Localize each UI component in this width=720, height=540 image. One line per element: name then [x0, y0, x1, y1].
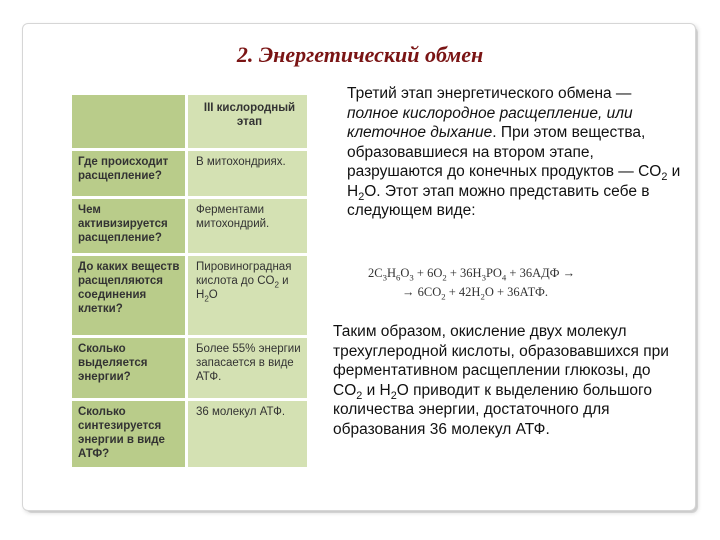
table-question: Сколько выделяется энергии?	[72, 338, 185, 398]
table-answer	[185, 256, 307, 335]
paragraph-conclusion	[333, 322, 673, 439]
subscript: 2	[274, 280, 279, 290]
table-row	[72, 401, 307, 467]
subscript: 2	[661, 171, 668, 184]
answer-text: Пировиноградная кислота до CO	[196, 261, 292, 287]
table-answer: Ферментами митохондрий.	[185, 199, 307, 253]
table-header-stage: III кислородный этап	[185, 95, 307, 148]
table-question: Сколько синтезируется энергии в виде АТФ?	[72, 401, 185, 467]
text-run: Третий этап энергетического обмена —	[347, 85, 632, 102]
emphasis-text: полное кислородное расщепление, или клеточное дыхание	[347, 104, 633, 141]
equation-line-1: $2C_3H_6O_3 + 6O_2 + 36H_3PO_4 + 36АДФ$ →	[368, 266, 576, 283]
table-row	[72, 338, 307, 398]
table-header-empty	[72, 95, 185, 148]
table-row	[72, 199, 307, 253]
table-row	[72, 151, 307, 196]
table-question: Где происходит расщепление?	[72, 151, 185, 196]
subscript: 2	[390, 389, 397, 402]
text-run: Таким образом, окисление двух молекул трехуглеродной кислоты, образовавшихся при ферментативном расщеплении глюкозы, до CO	[333, 323, 669, 399]
reaction-equation	[368, 264, 668, 302]
table-header-row	[72, 95, 307, 148]
text-run: O. Этот этап можно представить себе в следующем виде:	[347, 182, 650, 219]
table-question: До каких веществ расщепляются соединения клетки?	[72, 256, 185, 335]
table-row	[72, 256, 307, 335]
answer-text: O	[208, 289, 218, 301]
table-answer: Более 55% энергии запасается в виде АТФ.	[185, 338, 307, 398]
comparison-table	[72, 95, 307, 467]
table-question: Чем активизируется расщепление?	[72, 199, 185, 253]
table-answer: 36 молекул АТФ.	[185, 401, 307, 467]
slide-title: 2. Энергетический обмен	[236, 42, 484, 67]
subscript: 2	[204, 294, 209, 304]
text-run: O приводит к выделению большого количества энергии, достаточного для образования 36 молекул АТФ.	[333, 381, 652, 438]
table-answer: В митохондриях.	[185, 151, 307, 196]
text-run: и H	[362, 381, 391, 399]
paragraph-intro	[331, 84, 687, 221]
subscript: 2	[358, 190, 365, 203]
subscript: 2	[356, 389, 363, 402]
text-run: . При этом вещества, образовавшиеся на втором этапе, разрушаются до конечных продуктов — CO	[347, 124, 662, 180]
answer-text: и H	[196, 275, 289, 301]
equation-line-2: → $6CO_2 + 42H_2O + 36АТФ$.	[402, 285, 548, 302]
text-run: и H	[347, 163, 681, 200]
